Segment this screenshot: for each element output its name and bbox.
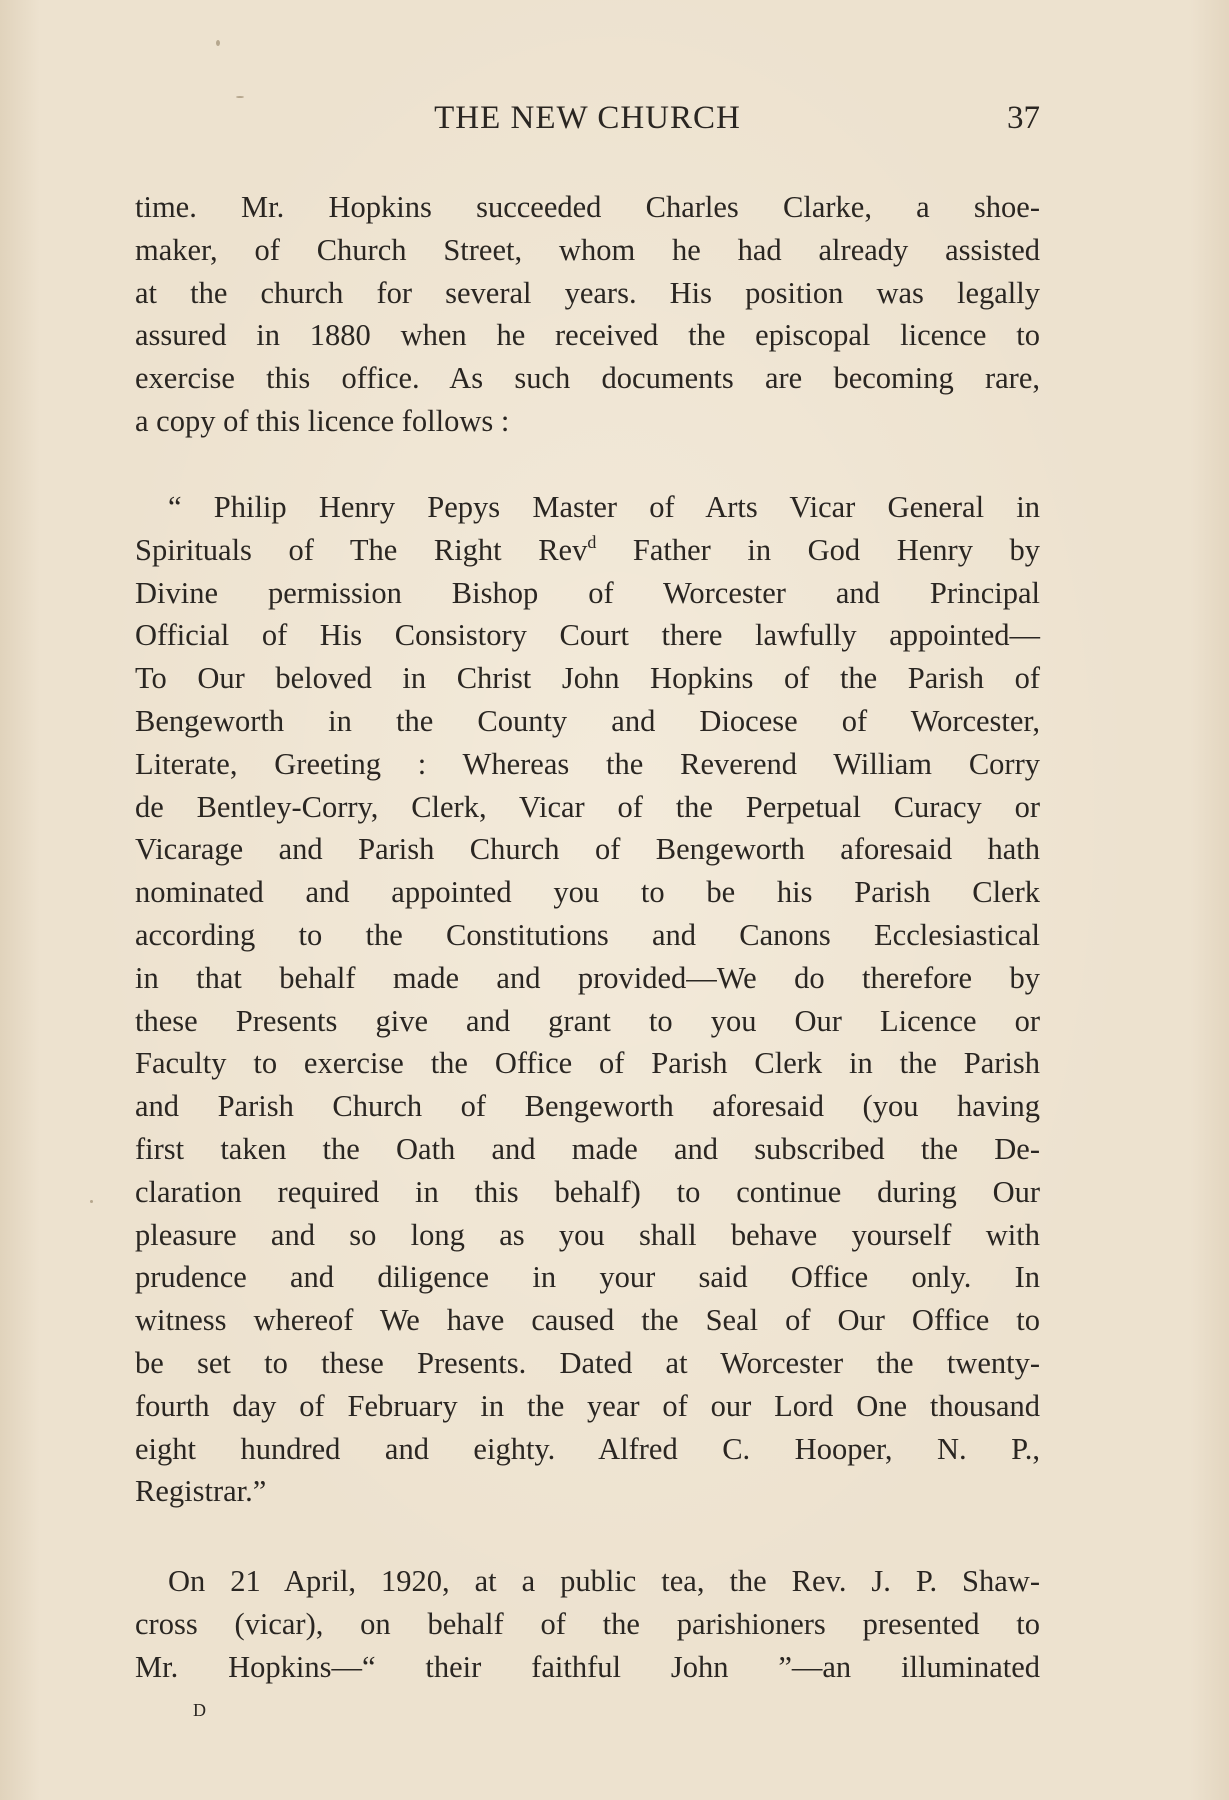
text-line: at the church for several years. His position was legally xyxy=(135,275,1040,310)
paragraph-presentation xyxy=(135,1560,1040,1688)
text-line: exercise this office. As such documents are becoming rare, xyxy=(135,361,1040,396)
text-line: Bengeworth in the County and Diocese of Worcester, xyxy=(135,703,1040,738)
text-line: these Presents give and grant to you Our Licence or xyxy=(135,1003,1040,1038)
running-title: THE NEW CHURCH xyxy=(434,100,741,136)
text-line: witness whereof We have caused the Seal of Our Office to xyxy=(135,1303,1040,1338)
text-line: pleasure and so long as you shall behave yourself with xyxy=(135,1217,1040,1252)
text-line: and Parish Church of Bengeworth aforesaid (you having xyxy=(135,1089,1040,1124)
text-line: Official of His Consistory Court there lawfully appointed— xyxy=(135,618,1040,653)
text-line: in that behalf made and provided—We do therefore by xyxy=(135,960,1040,995)
text-line: a copy of this licence follows : xyxy=(135,403,510,438)
text-line: Registrar.” xyxy=(135,1474,267,1509)
text-line: Vicarage and Parish Church of Bengeworth aforesaid hath xyxy=(135,832,1040,867)
text-line: assured in 1880 when he received the episcopal licence to xyxy=(135,318,1040,353)
paper-speck xyxy=(236,96,244,98)
text-line-with-superscript xyxy=(135,529,1040,572)
text-line: eight hundred and eighty. Alfred C. Hooper, N. P., xyxy=(135,1431,1040,1466)
text-line: first taken the Oath and made and subscribed the De- xyxy=(135,1131,1040,1166)
paragraph-intro xyxy=(135,186,1040,443)
text-line: according to the Constitutions and Canons Ecclesiastical xyxy=(135,917,1040,952)
text-line: de Bentley-Corry, Clerk, Vicar of the Perpetual Curacy or xyxy=(135,789,1040,824)
paper-speck xyxy=(90,1200,93,1203)
text-line: claration required in this behalf) to continue during Our xyxy=(135,1174,1040,1209)
text-line: Mr. Hopkins—“ their faithful John ”—an illuminated xyxy=(135,1649,1040,1684)
superscript: d xyxy=(587,531,597,552)
signature-mark: D xyxy=(193,1700,207,1720)
text-line: “ Philip Henry Pepys Master of Arts Vicar General in xyxy=(168,490,1040,524)
text-segment: Father in God Henry by xyxy=(596,532,1041,567)
text-line: Divine permission Bishop of Worcester and Principal xyxy=(135,575,1040,610)
text-line: maker, of Church Street, whom he had already assisted xyxy=(135,232,1040,267)
running-head xyxy=(135,100,1040,140)
page-number: 37 xyxy=(1007,100,1040,136)
text-line: time. Mr. Hopkins succeeded Charles Clarke, a shoe- xyxy=(135,190,1040,224)
licence-quotation xyxy=(135,486,1040,1513)
text-line: cross (vicar), on behalf of the parishioners presented to xyxy=(135,1606,1040,1641)
text-line: fourth day of February in the year of our Lord One thousand xyxy=(135,1388,1040,1423)
text-line: On 21 April, 1920, at a public tea, the Rev. J. P. Shaw- xyxy=(168,1564,1040,1598)
text-line: To Our beloved in Christ John Hopkins of the Parish of xyxy=(135,661,1040,696)
text-line: nominated and appointed you to be his Parish Clerk xyxy=(135,875,1040,910)
paper-speck xyxy=(216,40,220,46)
text-line: prudence and diligence in your said Office only. In xyxy=(135,1260,1040,1295)
text-segment: Spirituals of The Right Rev xyxy=(135,532,588,567)
text-line: Faculty to exercise the Office of Parish Clerk in the Parish xyxy=(135,1046,1040,1081)
text-line: Literate, Greeting : Whereas the Reverend William Corry xyxy=(135,746,1040,781)
text-line: be set to these Presents. Dated at Worcester the twenty- xyxy=(135,1345,1040,1380)
